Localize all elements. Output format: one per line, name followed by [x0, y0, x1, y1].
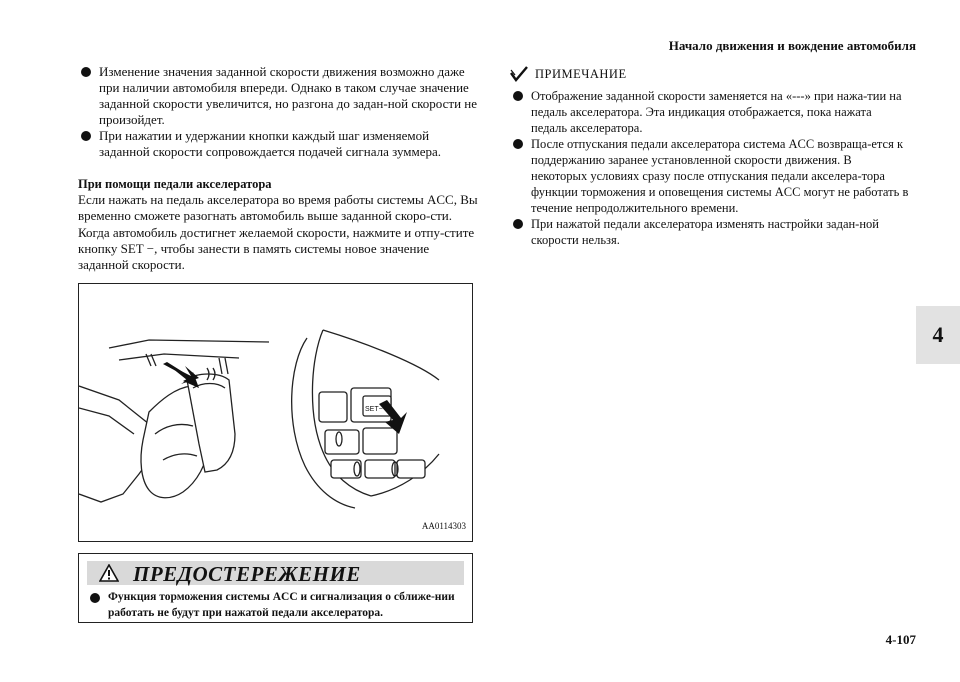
warning-header — [87, 561, 464, 585]
note-title: ПРИМЕЧАНИЕ — [535, 66, 627, 81]
left-column — [78, 64, 478, 273]
warning-icon — [99, 564, 119, 582]
paragraph: Если нажать на педаль акселератора во время работы системы ACC, Вы временно сможете разогнать автомобиль выше заданной скоро-сти. — [78, 192, 478, 224]
warning-list — [87, 590, 462, 621]
warning-text: Функция торможения системы ACC и сигнализация о сближе-нии работать не будут при нажатой педали акселератора. — [108, 591, 455, 619]
bullet-text: При нажатии и удержании кнопки каждый шаг изменяемой заданной скорости сопровождается подачей сигнала зуммера. — [99, 128, 442, 159]
bullet-icon — [513, 219, 523, 229]
chapter-tab: 4 — [916, 306, 960, 364]
bullet-icon — [513, 91, 523, 101]
list-item — [510, 88, 910, 136]
note-header — [510, 64, 910, 84]
figure-code: AA0114303 — [421, 521, 466, 531]
checkmark-note-icon — [510, 66, 528, 82]
bullet-icon — [81, 67, 91, 77]
right-column — [510, 64, 910, 248]
set-button-label: SET− — [365, 406, 383, 413]
list-item — [78, 64, 478, 128]
list-item — [87, 590, 462, 621]
pedal-and-steering-illustration — [79, 284, 473, 542]
note-text: При нажатой педали акселератора изменять настройки задан-ной скорости нельзя. — [531, 217, 879, 247]
bullet-icon — [90, 593, 100, 603]
bullet-icon — [513, 139, 523, 149]
list-item — [78, 128, 478, 160]
illustration-figure — [78, 283, 473, 542]
list-item — [510, 216, 910, 248]
warning-box — [78, 553, 473, 623]
note-list — [510, 88, 910, 248]
note-text: Отображение заданной скорости заменяется на «---» при нажа-тии на педаль акселератора. Эта индикация отображается, пока нажата педаль акселератора. — [531, 89, 902, 135]
warning-title: ПРЕДОСТЕРЕЖЕНИЕ — [133, 562, 361, 586]
list-item — [510, 136, 910, 216]
section-title: При помощи педали акселератора — [78, 177, 272, 191]
paragraph: Когда автомобиль достигнет желаемой скорости, нажмите и отпу-стите кнопку SET −, чтобы занести в память системы новое значение заданной скорости. — [78, 224, 475, 273]
bullet-text: Изменение значения заданной скорости движения возможно даже при наличии автомобиля впереди. Однако в таком случае значение заданной скорости увеличится, но разгона до задан-ной скорости не произойдет. — [99, 64, 478, 127]
intro-bullet-list — [78, 64, 478, 160]
page-number: 4-107 — [885, 632, 916, 647]
bullet-icon — [81, 131, 91, 141]
note-text: После отпускания педали акселератора система ACC возвраща-ется к поддержанию заранее установленной скорости движения. В некоторых условиях сразу после отпускания педали акселера-тора функции торможения и оповещения системы ACC могут не работать в течение непродолжительного времени. — [531, 137, 909, 215]
page-header: Начало движения и вождение автомобиля — [668, 38, 916, 53]
